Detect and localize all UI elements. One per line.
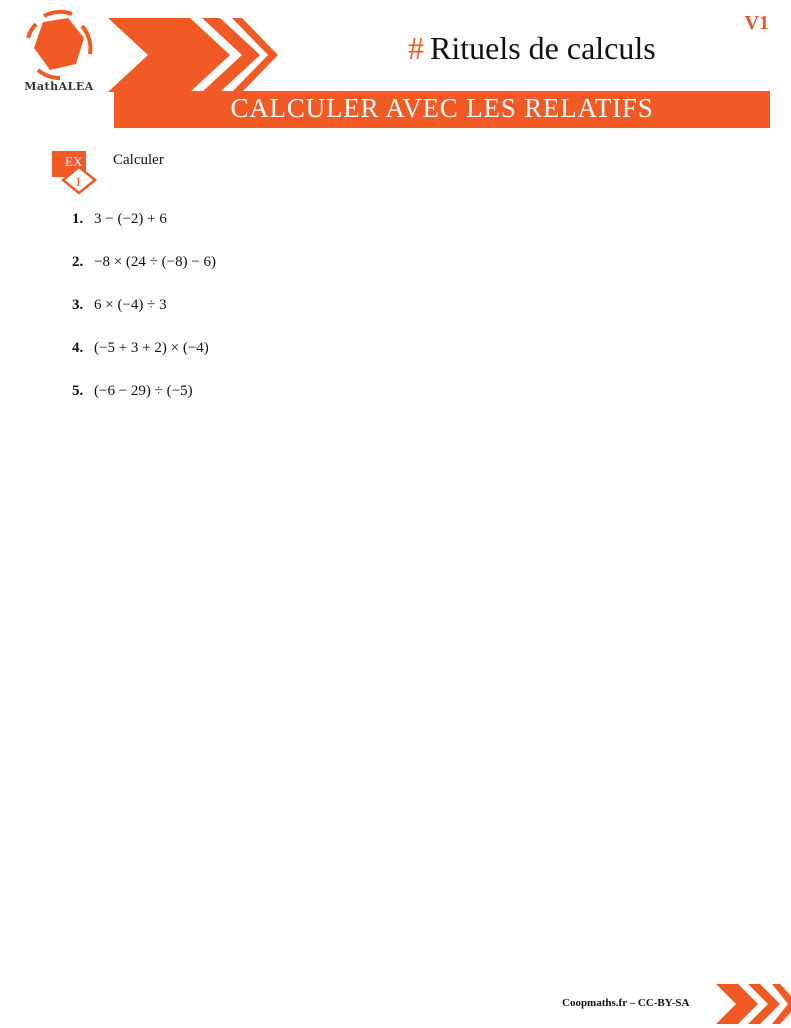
question-item bbox=[72, 297, 216, 340]
page-title-text: Rituels de calculs bbox=[430, 30, 656, 66]
question-item bbox=[72, 254, 216, 297]
exercise-badge-icon bbox=[52, 151, 102, 195]
question-number: 2. bbox=[72, 254, 84, 270]
version-label: V1 bbox=[744, 12, 769, 34]
question-number: 1. bbox=[72, 211, 84, 227]
chevrons-right-icon bbox=[108, 18, 278, 92]
footer-credit: Coopmaths.fr – CC-BY-SA bbox=[562, 997, 690, 1009]
banner-title: CALCULER AVEC LES RELATIFS bbox=[230, 93, 654, 123]
chevrons-right-icon bbox=[716, 984, 791, 1024]
question-expression: (−5 + 3 + 2) × (−4) bbox=[94, 340, 209, 356]
hash-symbol: # bbox=[408, 30, 424, 66]
question-number: 3. bbox=[72, 297, 84, 313]
question-expression: −8 × (24 ÷ (−8) − 6) bbox=[94, 254, 217, 270]
exercise-badge-label: EX bbox=[65, 154, 83, 169]
question-item bbox=[72, 383, 216, 426]
logo-text: MathALEA bbox=[24, 80, 94, 93]
question-list bbox=[72, 211, 216, 426]
question-item bbox=[72, 340, 216, 383]
question-expression: 3 − (−2) + 6 bbox=[94, 211, 167, 227]
exercise-badge-number: 1 bbox=[75, 174, 82, 189]
question-number: 5. bbox=[72, 383, 84, 399]
question-expression: (−6 − 29) ÷ (−5) bbox=[94, 383, 193, 399]
question-expression: 6 × (−4) ÷ 3 bbox=[94, 297, 167, 313]
question-item bbox=[72, 211, 216, 254]
question-number: 4. bbox=[72, 340, 84, 356]
exercise-instruction: Calculer bbox=[113, 152, 164, 168]
page-title bbox=[408, 30, 656, 67]
